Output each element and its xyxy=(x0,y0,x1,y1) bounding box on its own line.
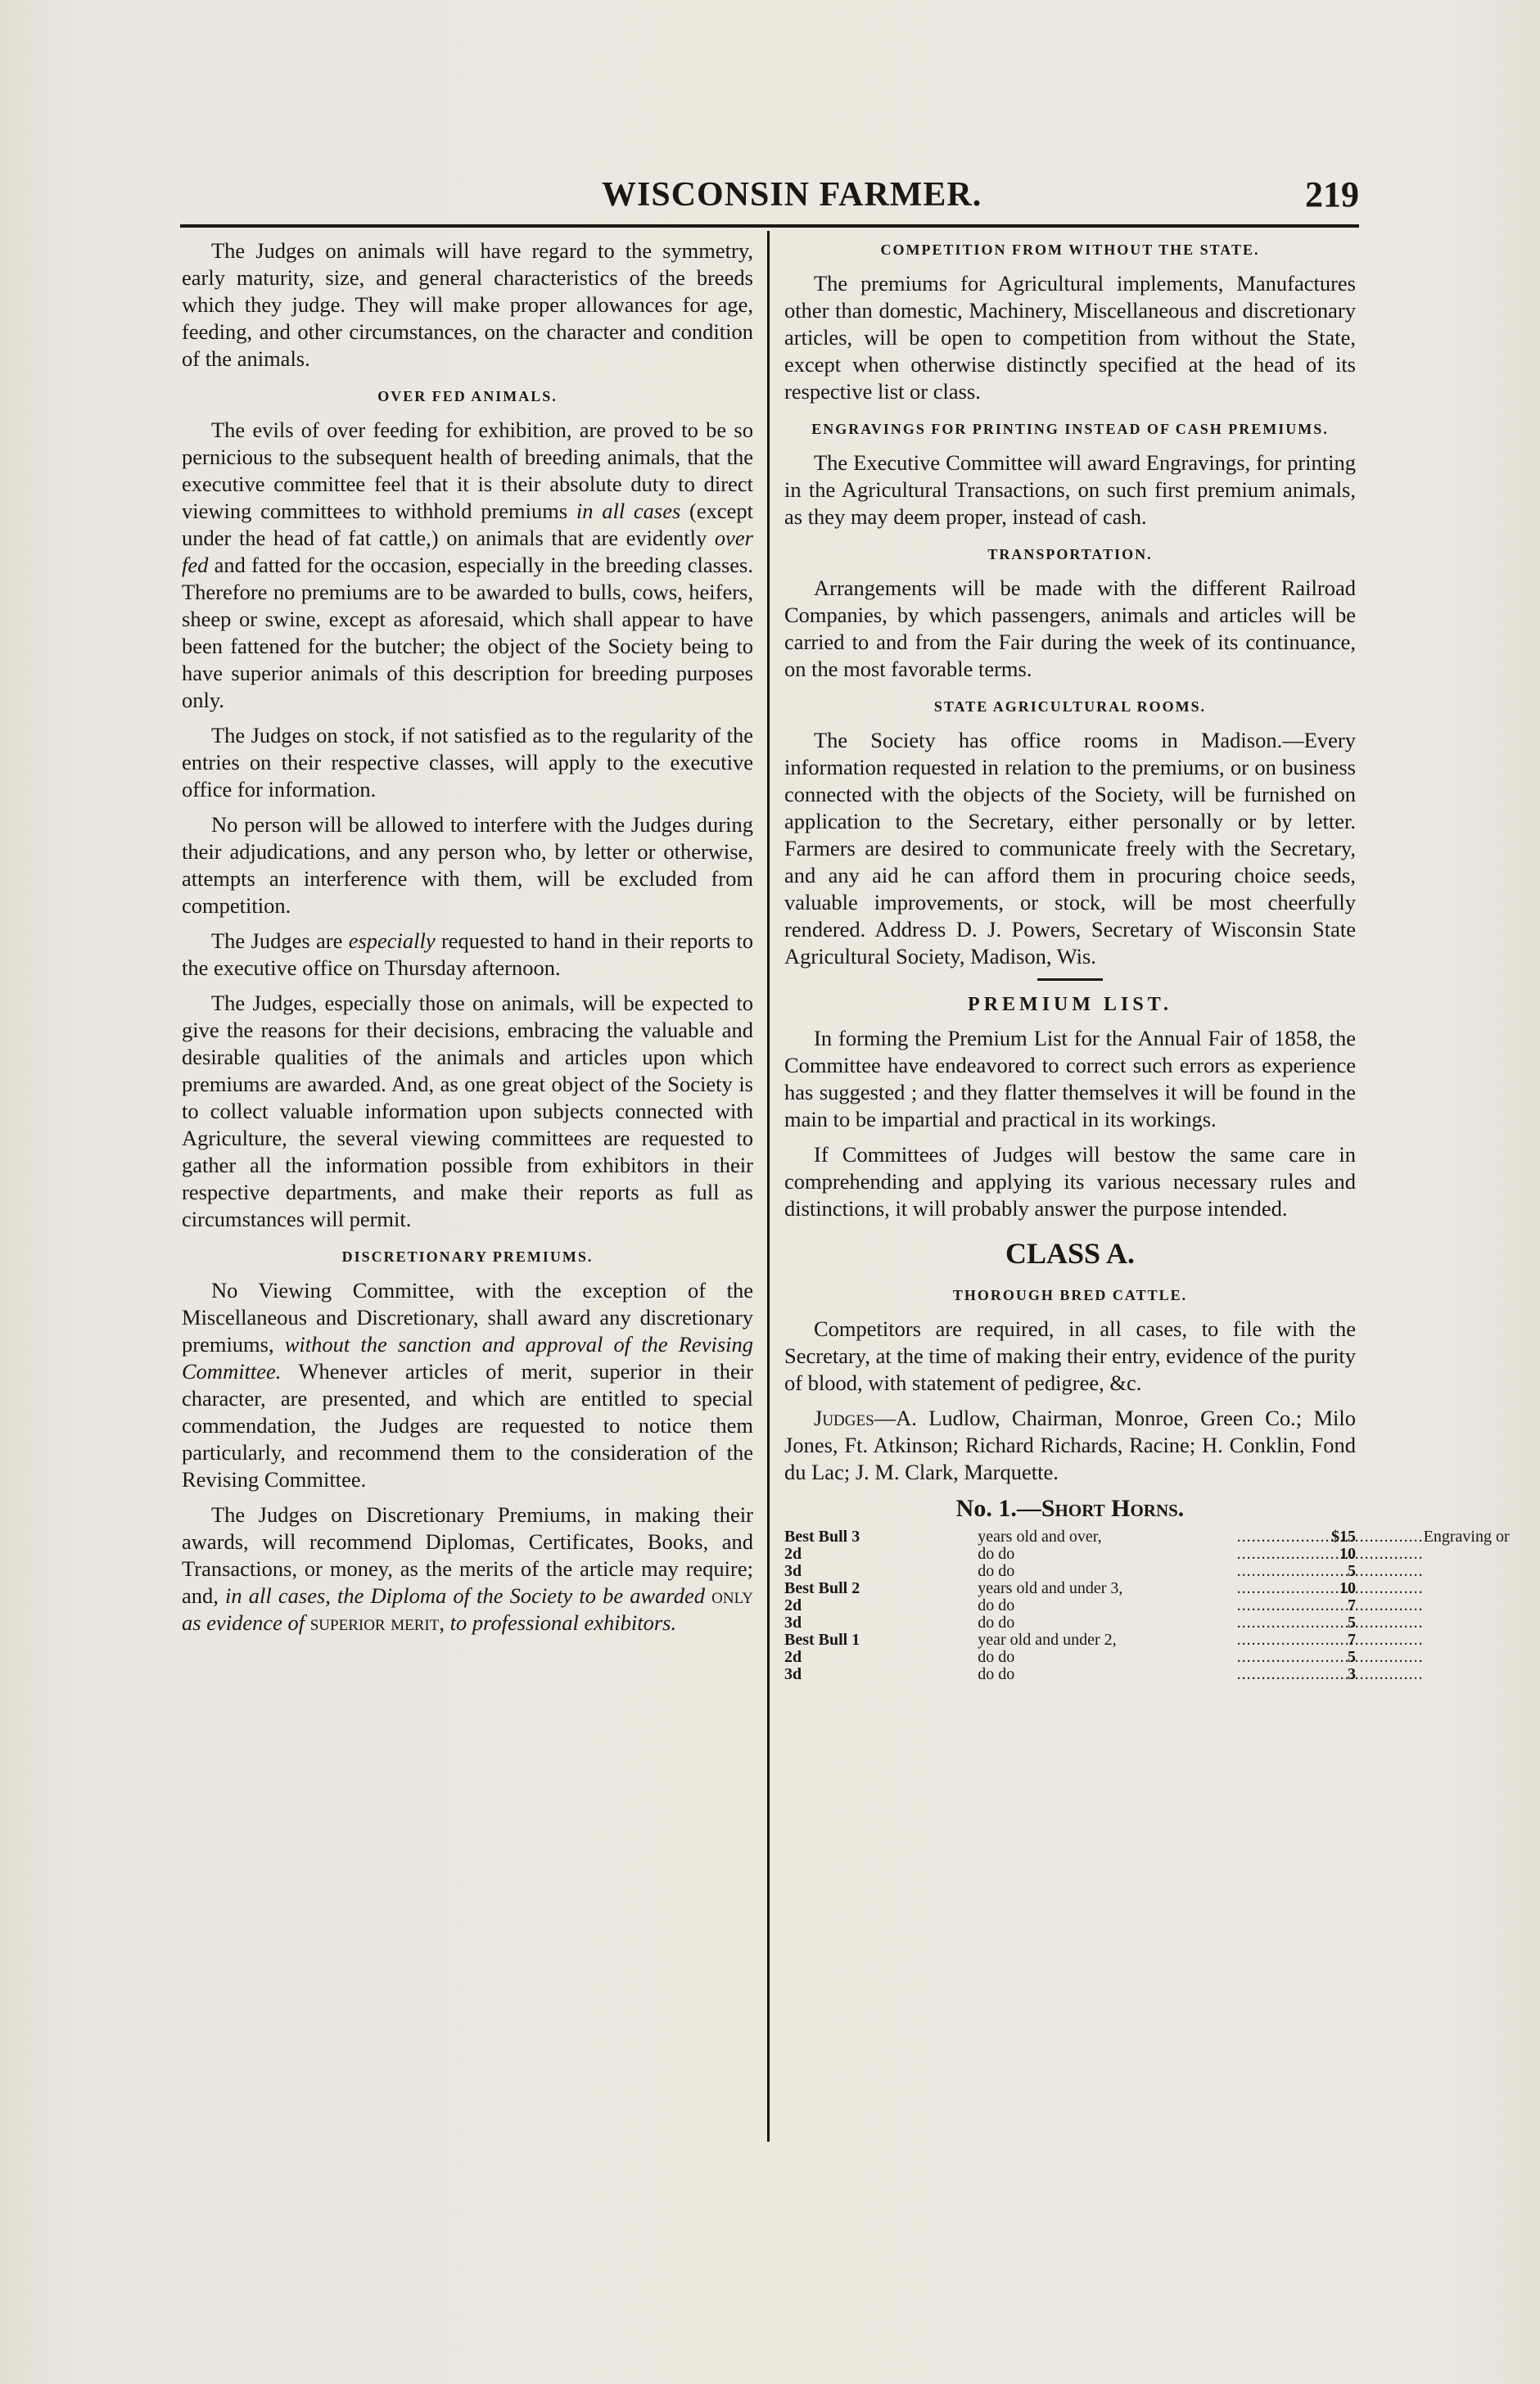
premium-description: do do xyxy=(978,1614,1015,1632)
leader-dots xyxy=(1237,1562,1424,1580)
premium-row xyxy=(784,1546,1356,1563)
over-feeding-paragraph xyxy=(182,417,753,714)
section-rule xyxy=(1037,978,1103,981)
premium-row xyxy=(784,1528,1356,1546)
premium-place: 3d xyxy=(784,1665,802,1683)
text-run: The Judges are xyxy=(211,928,349,953)
text-run: and fatted for the occasion, especially in the breeding classes. Therefore no premiums are to be awarded to bulls, cows, heifers, sheep or swine, except as aforesaid, which shall appear to have been fattened for the butcher; the object of the Society being to have superior animals of this description for breeding purposes only. xyxy=(182,553,753,712)
column-divider xyxy=(767,231,770,2142)
premium-place: 2d xyxy=(784,1648,802,1666)
small-caps: superior merit, xyxy=(305,1610,450,1635)
leader-dots xyxy=(1237,1579,1424,1597)
emphasis: in all cases, the Diploma of the Society to be awarded xyxy=(225,1583,705,1608)
premium-place: Best Bull 2 xyxy=(784,1579,860,1597)
premium-description: years old and under 3, xyxy=(978,1579,1123,1597)
diplomas-paragraph xyxy=(182,1501,753,1637)
subsection-number: No. 1.— xyxy=(955,1495,1041,1522)
engravings-heading: ENGRAVINGS FOR PRINTING INSTEAD OF CASH PREMIUMS. xyxy=(811,421,1329,437)
premium-list-paragraph: In forming the Premium List for the Annual Fair of 1858, the Committee have endeavored to correct such errors as experience has suggested ; and they flatter themselves it will be found in the main to be impartial and practical in its workings. xyxy=(784,1026,1356,1131)
premium-amount: 3 xyxy=(1348,1665,1356,1683)
premium-description: do do xyxy=(978,1562,1015,1580)
premium-note xyxy=(1237,1563,1311,1580)
premium-place: Best Bull 1 xyxy=(784,1631,860,1649)
judges-paragraph xyxy=(784,1405,1356,1486)
premium-description: do do xyxy=(978,1665,1015,1683)
premium-note xyxy=(1237,1632,1311,1649)
premium-amount: $15 xyxy=(1331,1528,1356,1546)
text-run: Whenever articles of merit, superior in their character, are presented, and which are entitled to special commendation, the Judges are requested to notice them particularly, and recommend them to the consideration of the Revising Committee. xyxy=(182,1359,753,1492)
leader-dots xyxy=(1237,1614,1424,1632)
stock-judges-paragraph: The Judges on stock, if not satisfied as to the regularity of the entries on their respective classes, will apply to the executive office for information. xyxy=(182,723,753,801)
header-rule xyxy=(180,224,1359,228)
leader-dots xyxy=(1237,1545,1424,1563)
leader-dots xyxy=(1237,1665,1424,1683)
transportation-paragraph: Arrangements will be made with the different Railroad Companies, by which passengers, animals and articles will be carried to and from the Fair during the week of its continuance, on the most favorable terms. xyxy=(784,576,1356,681)
premium-description: years old and over, xyxy=(978,1528,1102,1546)
premium-row xyxy=(784,1632,1356,1649)
reports-paragraph xyxy=(182,928,753,982)
premium-table-body xyxy=(784,1528,1510,1683)
premium-note xyxy=(1237,1666,1311,1683)
premium-amount: 7 xyxy=(1348,1631,1356,1649)
premium-description: do do xyxy=(978,1648,1015,1666)
reasons-paragraph: The Judges, especially those on animals, will be expected to give the reasons for their decisions, embracing the valuable and desirable qualities of the animals and articles upon which premiums are awarded. And, as one great object of the Society is to collect valuable information upon subjects connected with Agriculture, the several viewing committees are requested to gather all the information possible from exhibitors in their respective departments, and make their reports as full as circumstances will permit. xyxy=(182,991,753,1231)
competition-paragraph: The premiums for Agricultural implements, Manufactures other than domestic, Machinery, Miscellaneous and discretionary articles, will be open to competition from without the State, except when otherwise distinctly specified at the head of its respective list or class. xyxy=(784,271,1356,404)
emphasis: over fed xyxy=(182,526,753,577)
transportation-heading: TRANSPORTATION. xyxy=(987,546,1153,562)
engravings-paragraph: The Executive Committee will award Engravings, for printing in the Agricultural Transactions, on such first premium animals, as they may deem proper, instead of cash. xyxy=(784,450,1356,529)
emphasis: as evidence of xyxy=(182,1610,305,1635)
office-rooms-paragraph: The Society has office rooms in Madison.—Every information requested in relation to the premiums, or on business connected with the objects of the Society, will be furnished on application to the Secretary, either personally or by letter. Farmers are desired to communicate freely with the Secretary, and any aid he can afford them in procuring choice seeds, valuable improvements, or stock, will be most cheerfully rendered. Address D. J. Powers, Secretary of Wisconsin State Agricultural Society, Madison, Wis. xyxy=(784,728,1356,968)
page-header xyxy=(180,164,1359,224)
premium-description: year old and under 2, xyxy=(978,1631,1117,1649)
premium-row xyxy=(784,1649,1356,1666)
premium-row xyxy=(784,1597,1356,1614)
premium-table xyxy=(784,1528,1510,1683)
short-horns-heading xyxy=(784,1494,1356,1524)
class-a-heading: CLASS A. xyxy=(1005,1237,1136,1270)
emphasis: without the sanction and approval of the Revising Committee. xyxy=(182,1332,753,1384)
premium-row xyxy=(784,1666,1356,1683)
judges-label: Judges xyxy=(814,1406,874,1430)
leader-dots xyxy=(1237,1596,1424,1614)
page-number: 219 xyxy=(1305,174,1359,214)
emphasis: in all cases xyxy=(576,499,681,523)
leader-dots xyxy=(1237,1631,1424,1649)
committees-paragraph: If Committees of Judges will bestow the same care in comprehending and applying its various necessary rules and distinctions, it will probably answer the purpose intended. xyxy=(784,1142,1356,1221)
emphasis: to professional exhibitors. xyxy=(449,1610,677,1635)
premium-place: 2d xyxy=(784,1545,802,1563)
text-run: (except under the head of fat cattle,) on animals that are evidently xyxy=(182,499,753,550)
text-run: requested to hand in their reports to the executive office on Thursday afternoon. xyxy=(182,928,753,980)
premium-list-heading: PREMIUM LIST. xyxy=(968,994,1172,1015)
text-run: The evils of over feeding for exhibition, are proved to be so pernicious to the subsequent health of breeding animals, that the executive committee feel that it is their absolute duty to direct viewing committees to withhold premiums xyxy=(182,418,753,523)
running-title: WISCONSIN FARMER. xyxy=(602,176,982,214)
premium-row xyxy=(784,1563,1356,1580)
premium-place: 3d xyxy=(784,1614,802,1632)
emphasis: especially xyxy=(348,928,436,953)
discretionary-premiums-heading: DISCRETIONARY PREMIUMS. xyxy=(341,1248,594,1265)
thorough-bred-cattle-heading: THOROUGH BRED CATTLE. xyxy=(952,1287,1188,1303)
premium-place: 3d xyxy=(784,1562,802,1580)
viewing-committee-paragraph xyxy=(182,1277,753,1493)
premium-row xyxy=(784,1580,1356,1597)
premium-note xyxy=(1237,1597,1311,1614)
premium-amount: 7 xyxy=(1348,1596,1356,1614)
right-column xyxy=(784,237,1510,1683)
premium-place: Best Bull 3 xyxy=(784,1528,860,1546)
text-run: No Viewing Committee, with the exception of the Miscellaneous and Discretionary, shall award any discretionary premiums, xyxy=(182,1278,753,1357)
text-run: The Judges on Discretionary Premiums, in making their awards, will recommend Diplomas, Certificates, Books, and Transactions, or money, as the merits of the article may require; and, xyxy=(182,1502,753,1608)
subsection-name: Short Horns. xyxy=(1041,1495,1185,1522)
premium-amount: 5 xyxy=(1348,1614,1356,1632)
leader-dots xyxy=(1237,1528,1424,1546)
leader-dots xyxy=(1237,1648,1424,1666)
left-column xyxy=(182,237,753,1645)
premium-row xyxy=(784,1614,1356,1632)
judges-names: —A. Ludlow, Chairman, Monroe, Green Co.; Milo Jones, Ft. Atkinson; Richard Richards, Racine; H. Conklin, Fond du Lac; J. M. Clark, Marquette. xyxy=(784,1406,1356,1484)
competitors-paragraph: Competitors are required, in all cases, to file with the Secretary, at the time of making their entry, evidence of the purity of blood, with statement of pedigree, &c. xyxy=(784,1316,1356,1395)
agricultural-rooms-heading: STATE AGRICULTURAL ROOMS. xyxy=(933,698,1207,715)
premium-note xyxy=(1237,1649,1311,1666)
small-caps: only xyxy=(705,1583,754,1608)
premium-amount: 5 xyxy=(1348,1648,1356,1666)
premium-note xyxy=(1237,1580,1311,1597)
premium-amount: 10 xyxy=(1339,1545,1356,1563)
premium-note xyxy=(1237,1614,1311,1632)
premium-note-text: Engraving or xyxy=(1423,1528,1510,1546)
premium-place: 2d xyxy=(784,1596,802,1614)
premium-description: do do xyxy=(978,1596,1015,1614)
competition-heading: COMPETITION FROM WITHOUT THE STATE. xyxy=(880,242,1260,258)
over-fed-animals-heading: OVER FED ANIMALS. xyxy=(377,388,558,404)
judges-animals-paragraph: The Judges on animals will have regard to the symmetry, early maturity, size, and general characteristics of the breeds which they judge. They will make proper allowances for age, feeding, and other circumstances, on the character and condition of the animals. xyxy=(182,238,753,371)
premium-amount: 5 xyxy=(1348,1562,1356,1580)
premium-description: do do xyxy=(978,1545,1015,1563)
premium-amount: 10 xyxy=(1339,1579,1356,1597)
premium-note xyxy=(1237,1546,1311,1563)
no-interference-paragraph: No person will be allowed to interfere with the Judges during their adjudications, and any person who, by letter or otherwise, attempts an interference with them, will be excluded from competition. xyxy=(182,812,753,918)
